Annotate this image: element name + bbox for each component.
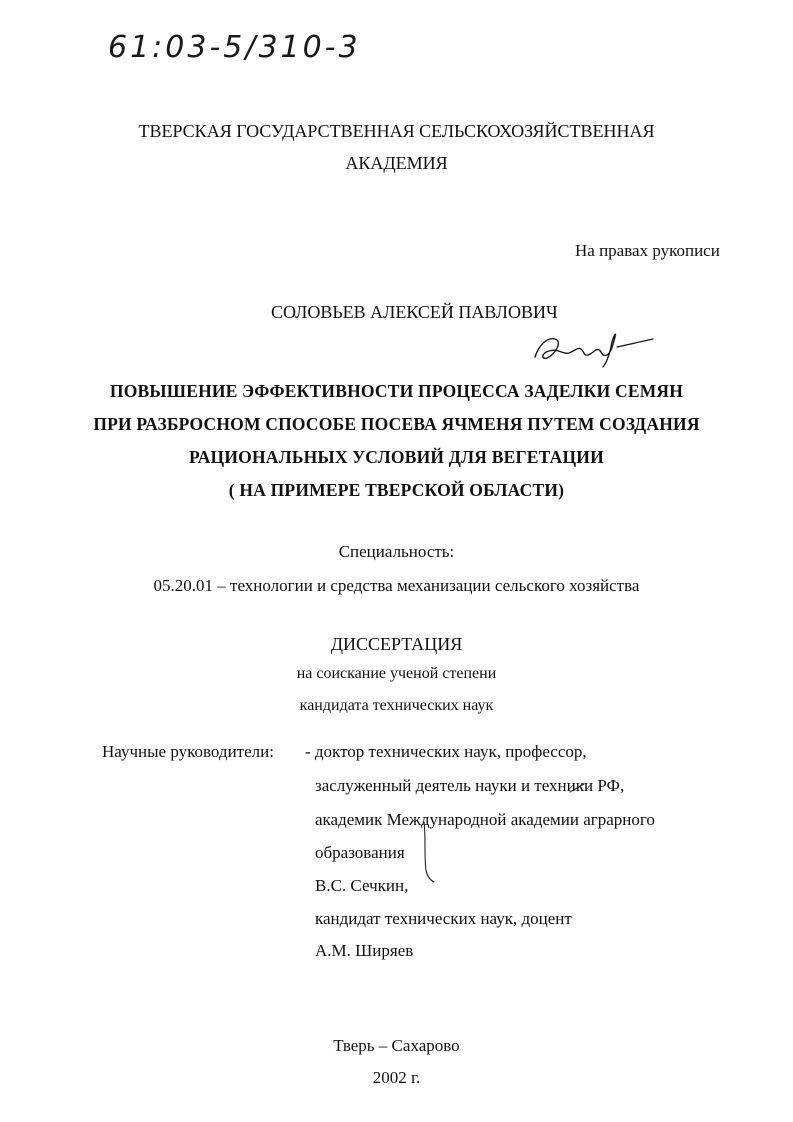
specialty-label: Специальность:	[338, 542, 455, 561]
archive-code: 61:03-5/310-3	[108, 30, 361, 65]
supervisor-line: кандидат технических наук, доцент	[315, 909, 572, 928]
degree-line-1: на соискание ученой степени	[296, 665, 497, 682]
title-line-4: ( НА ПРИМЕРЕ ТВЕРСКОЙ ОБЛАСТИ)	[228, 480, 565, 500]
footer-year: 2002 г.	[372, 1068, 421, 1087]
supervisor-line: - доктор технических наук, профессор,	[305, 742, 587, 761]
supervisor-line: В.С. Сечкин,	[315, 876, 409, 895]
supervisor-line: академик Международной академии аграрного	[315, 810, 655, 829]
pen-mark	[418, 818, 438, 888]
institution-line-2: АКАДЕМИЯ	[345, 153, 448, 173]
supervisors-label: Научные руководители:	[102, 742, 274, 761]
degree-line-2: кандидата технических наук	[299, 697, 494, 714]
pen-mark	[568, 780, 588, 796]
specialty-value: 05.20.01 – технологии и средства механизации сельского хозяйства	[153, 576, 640, 595]
supervisor-line: А.М. Ширяев	[315, 941, 414, 960]
institution-line-1: ТВЕРСКАЯ ГОСУДАРСТВЕННАЯ СЕЛЬСКОХОЗЯЙСТВЕННАЯ	[138, 121, 655, 141]
title-line-1: ПОВЫШЕНИЕ ЭФФЕКТИВНОСТИ ПРОЦЕССА ЗАДЕЛКИ СЕМЯН	[109, 381, 684, 401]
supervisor-line: заслуженный деятель науки и техники РФ,	[315, 776, 625, 795]
author-name: СОЛОВЬЕВ АЛЕКСЕЙ ПАВЛОВИЧ	[271, 302, 558, 322]
title-line-2: ПРИ РАЗБРОСНОМ СПОСОБЕ ПОСЕВА ЯЧМЕНЯ ПУТЕМ СОЗДАНИЯ	[93, 414, 700, 434]
dissertation-heading: ДИССЕРТАЦИЯ	[330, 634, 463, 654]
supervisor-line: образования	[315, 843, 405, 862]
title-line-3: РАЦИОНАЛЬНЫХ УСЛОВИЙ ДЛЯ ВЕГЕТАЦИИ	[189, 447, 604, 467]
footer-place: Тверь – Сахарово	[333, 1036, 460, 1055]
author-signature	[525, 325, 665, 370]
manuscript-note: На правах рукописи	[575, 241, 720, 260]
